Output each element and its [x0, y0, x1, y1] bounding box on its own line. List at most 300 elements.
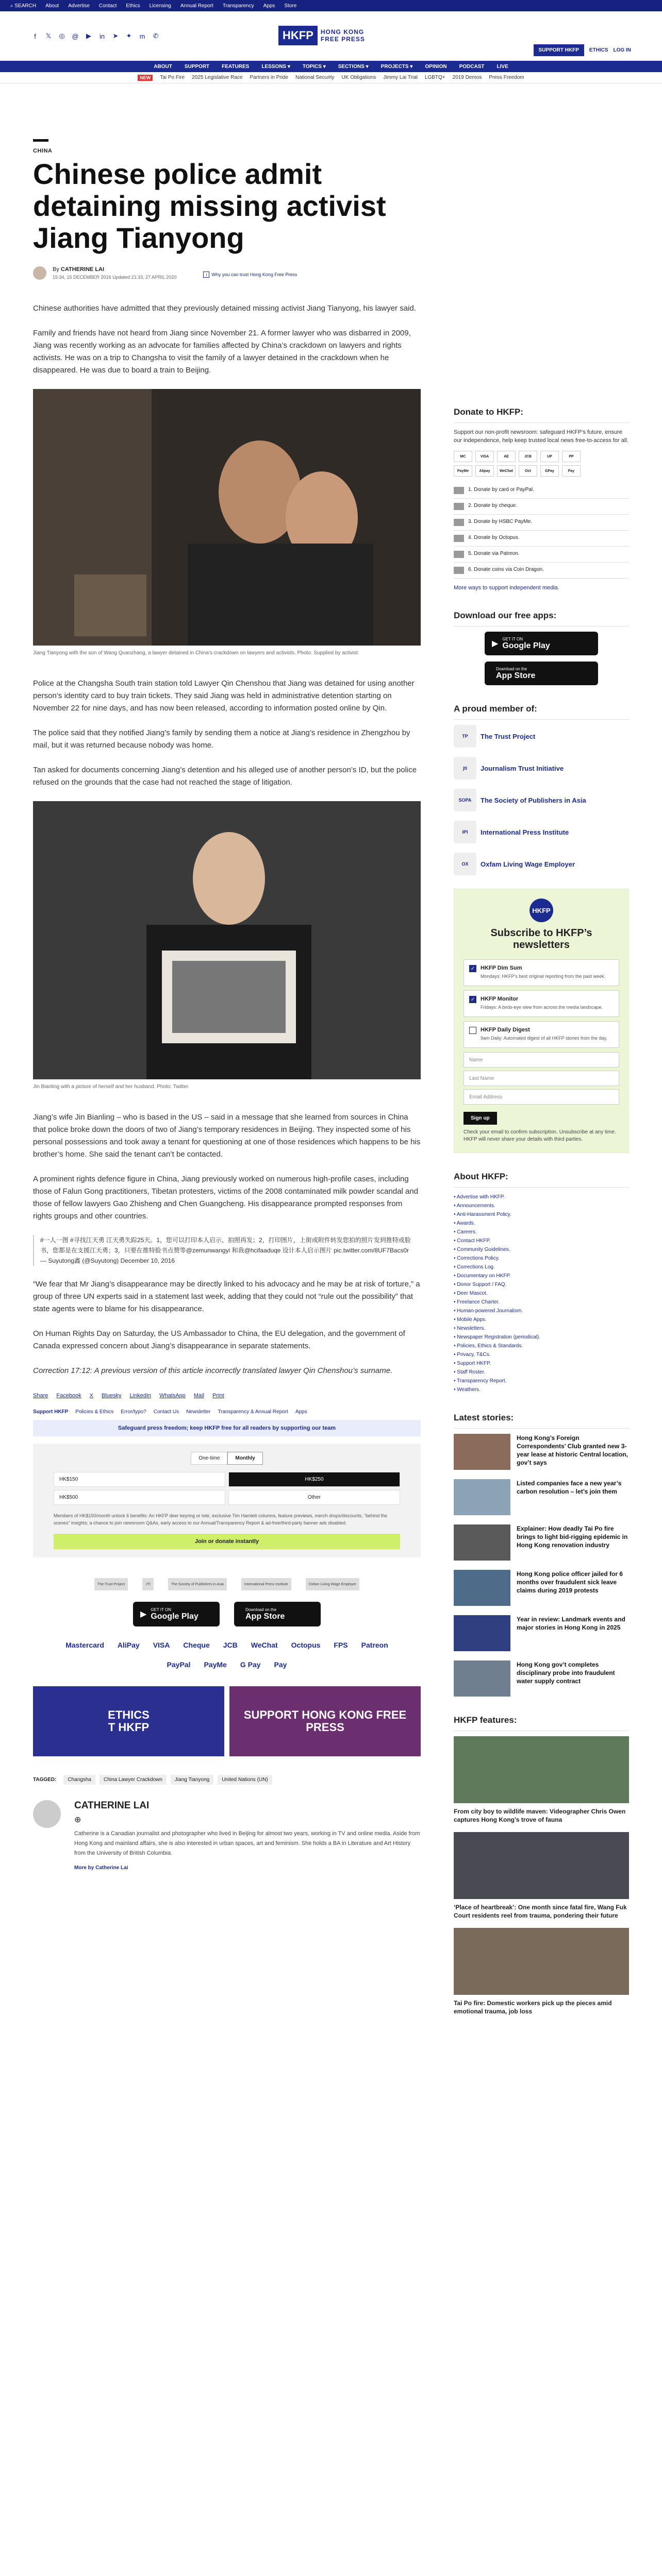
about-link[interactable]: • Transparency Report.	[454, 1378, 507, 1384]
author-box	[33, 1800, 421, 1872]
oxfam-logo[interactable]: Oxfam Living Wage Employer	[306, 1578, 359, 1590]
checkbox-unchecked[interactable]	[469, 1027, 476, 1034]
card-logo: PayMe	[454, 465, 472, 477]
paragraph: On Human Rights Day on Saturday, the US Ambassador to China, the EU delegation, and the government of Canada expressed concern about Jiang’s disappearance in separate statements.	[33, 1329, 405, 1350]
donate-option-label: 6. Donate coins via Coin Dragon.	[468, 567, 544, 572]
feature-story[interactable]	[454, 1928, 629, 2015]
pay-logo: Octopus	[291, 1641, 321, 1649]
nav-item-projects[interactable]: PROJECTS ▾	[380, 63, 413, 70]
subnav-item[interactable]: 2019 Demos	[452, 75, 482, 80]
latest-story[interactable]	[454, 1434, 629, 1470]
share-bar	[33, 1393, 421, 1399]
bluesky-icon[interactable]: ✦	[126, 32, 132, 40]
pay-logo: VISA	[153, 1641, 170, 1649]
newsletter-option-title: HKFP Monitor	[481, 996, 519, 1002]
donate-option[interactable]	[454, 515, 629, 531]
apps-widget	[454, 605, 629, 685]
badge-small-text: GET IT ON	[151, 1607, 172, 1612]
story-thumbnail	[454, 1524, 510, 1561]
member-logo[interactable]	[454, 853, 629, 875]
member-logos	[454, 725, 629, 875]
donate-option-label: 3. Donate by HSBC PayMe.	[468, 519, 532, 524]
nav-item-lessons[interactable]: LESSONS ▾	[261, 63, 290, 70]
story-title: Explainer: How deadly Tai Po fire brings to light bid-rigging epidemic in Hong Kong renovation industry	[517, 1525, 628, 1549]
about-link[interactable]: • Mobile Apps.	[454, 1317, 487, 1323]
nav-item-about[interactable]: ABOUT	[154, 63, 172, 70]
member-benefits-text: Members of HK$150/month unlock 6 benefits: An HKFP deer keyring or tote, exclusive Tim Hamlett columns, feature previews, merch drops/discounts, “behind the scenes” insights; a chance to join newsroom Q&As, early access to our Annual/Transparency Report & ad-free/third-party banner ads disabled.	[54, 1513, 388, 1526]
support-links	[33, 1409, 421, 1415]
member-logo-label: International Press Institute	[481, 828, 569, 836]
threads-icon[interactable]: @	[72, 32, 79, 40]
member-logo-mark: IPI	[454, 821, 476, 843]
newsletter-widget	[454, 889, 629, 1153]
feature-title: Tai Po fire: Domestic workers pick up the pieces amid emotional trauma, job loss	[454, 1999, 612, 2015]
nav-item-sections[interactable]: SECTIONS ▾	[338, 63, 369, 70]
share-mail[interactable]: Mail	[193, 1393, 205, 1399]
pay-logo: Pay	[274, 1660, 287, 1669]
facebook-icon[interactable]: f	[34, 32, 36, 40]
story-thumbnail	[454, 1615, 510, 1651]
share-facebook[interactable]: Facebook	[56, 1393, 81, 1399]
trust-project-logo[interactable]: The Trust Project	[94, 1578, 128, 1590]
jti-logo[interactable]: JTI	[142, 1578, 154, 1590]
support-link[interactable]: Error/typo?	[121, 1409, 146, 1415]
search-link[interactable]: ⌕ SEARCH	[10, 3, 37, 9]
nav-item-live[interactable]: LIVE	[496, 63, 508, 70]
latest-story[interactable]	[454, 1570, 629, 1606]
promo-banners	[33, 1686, 421, 1756]
subnav-item[interactable]: 2025 Legislative Race	[192, 75, 243, 80]
newsletter-logo: HKFP	[529, 899, 553, 922]
tweet-author[interactable]: — Suyutong鑫 (@Suyutong) December 10, 2016	[40, 1257, 175, 1264]
social-links	[31, 32, 160, 40]
nav-item-podcast[interactable]: PODCAST	[459, 63, 485, 70]
tagged-label: TAGGED:	[33, 1777, 57, 1783]
donate-title: Donate to HKFP:	[454, 402, 629, 423]
donation-widget	[33, 1444, 421, 1557]
donate-option-icon	[454, 503, 464, 510]
amount-option[interactable]: HK$500	[54, 1490, 225, 1505]
donate-option-icon	[454, 487, 464, 494]
photo-caption: Jiang Tianyong with the son of Wang Quanzhang, a lawyer detained in China’s crackdown on lawyers and activists. Photo: Supplied by activist.	[33, 650, 359, 656]
support-link[interactable]: Contact Us	[153, 1409, 179, 1415]
card-logo: Oct	[519, 465, 537, 477]
card-logo: PP	[562, 451, 581, 462]
topbar-link-contact[interactable]: Contact	[98, 3, 117, 9]
paragraph: A prominent rights defence figure in China, Jiang previously worked on numerous high-profile cases, including those of Falun Gong practitioners, Tibetan protesters, victims of the 2008 contaminated milk powder scandal and those of fellow lawyers Gao Zhisheng and Chen Guangcheng. His disappearance prompted responses from rights groups and other countries.	[33, 1175, 419, 1221]
story-title: Hong Kong police officer jailed for 6 months over fraudulent sick leave claims during 2019 protests	[517, 1570, 623, 1594]
card-logo: Alipay	[475, 465, 494, 477]
google-play-badge[interactable]	[485, 632, 598, 655]
amount-option[interactable]: HK$150	[54, 1472, 225, 1487]
paragraph: Tan asked for documents concerning Jiang’s detention and his alleged use of another person’s ID, but the police refused on the grounds that the case had not reached the stage of litigation.	[33, 766, 417, 787]
card-logo: UP	[540, 451, 559, 462]
author-line: By CATHERINE LAI	[53, 266, 105, 273]
newsletter-option-desc: Mondays: HKFP’s best original reporting from the past week.	[481, 974, 605, 979]
badge-small-text: GET IT ON	[502, 636, 523, 641]
latest-story[interactable]	[454, 1524, 629, 1561]
tweet-text: #一人一图 #寻找江天勇 江天勇失踪25天。1，您可以打印本人启示，拍照再发；2，打印图片，上街或附件转发您拍的照片发到推特或脸书，您都是在支援江天勇；3，只要在推特脸书点赞等@zemunwangyi 和我@hcifaaduqe 设计本人启示图片 pic.twitter.com/8UF7Bacs0r	[40, 1236, 411, 1254]
donate-option[interactable]	[454, 547, 629, 563]
member-logo[interactable]	[454, 725, 629, 748]
instagram-icon[interactable]: ◎	[59, 32, 65, 40]
amount-options	[54, 1472, 400, 1505]
sidebar	[454, 402, 629, 2029]
card-logos	[454, 451, 629, 477]
newsletter-title: Subscribe to HKFP’s newsletters	[490, 927, 592, 951]
app-store-badge[interactable]	[485, 662, 598, 685]
newsletter-option-desc: 9am Daily: Automated digest of all HKFP stories from the day.	[481, 1036, 607, 1041]
topbar-link-apps[interactable]: Apps	[263, 3, 275, 9]
ipi-logo[interactable]: International Press Institute	[241, 1578, 291, 1590]
about-link[interactable]: • Corrections Policy.	[454, 1256, 500, 1261]
member-logo-mark: TP	[454, 725, 476, 748]
more-ways-link[interactable]: More ways to support independent media.	[454, 585, 559, 591]
pay-logo: Mastercard	[65, 1641, 104, 1649]
embedded-tweet[interactable]	[33, 1235, 421, 1266]
member-logo-label: The Society of Publishers in Asia	[481, 796, 586, 804]
feature-title: From city boy to wildlife maven: Videographer Chris Owen captures Hong Kong’s trove of fauna	[454, 1808, 626, 1823]
paragraph: The police said that they notified Jiang’s family by sending them a notice at Jiang’s residence in Zhengzhou by mail, but it was returned because nobody was home.	[33, 728, 410, 750]
checkbox-checked[interactable]: ✓	[469, 965, 476, 972]
sub-nav	[0, 72, 662, 83]
newsletter-option[interactable]	[464, 990, 619, 1017]
about-link[interactable]: • Corrections Log.	[454, 1264, 495, 1270]
about-link[interactable]: • Staff Roster.	[454, 1369, 486, 1375]
donate-option-label: 4. Donate by Octopus.	[468, 535, 520, 540]
support-link[interactable]: Transparency & Annual Report	[218, 1409, 288, 1415]
about-widget	[454, 1166, 629, 1394]
logo-mark: HKFP	[278, 26, 318, 45]
topbar-link-advertise[interactable]: Advertise	[68, 3, 90, 9]
member-logo[interactable]	[454, 789, 629, 811]
login-link[interactable]: LOG IN	[613, 47, 631, 53]
about-link[interactable]: • Weathers.	[454, 1387, 481, 1393]
newsletter-option-title: HKFP Dim Sum	[481, 965, 522, 971]
features-widget	[454, 1710, 629, 2015]
subnav-item[interactable]: Press Freedom	[489, 75, 524, 80]
feature-image	[454, 1736, 629, 1803]
badge-big-text: App Store	[245, 1612, 285, 1621]
last-name-input[interactable]: Last Name	[464, 1071, 619, 1086]
pay-logo: G Pay	[240, 1660, 261, 1669]
app-store-badges	[33, 1602, 421, 1626]
article-category[interactable]: CHINA	[33, 148, 53, 154]
about-link[interactable]: • Advertise with HKFP.	[454, 1194, 505, 1200]
subnav-item[interactable]: Partners in Pride	[250, 75, 288, 80]
topbar-link-ethics[interactable]: Ethics	[126, 3, 140, 9]
about-link[interactable]: • Support HKFP.	[454, 1361, 491, 1366]
author-link[interactable]: CATHERINE LAI	[60, 266, 105, 273]
proud-member-widget	[454, 699, 629, 875]
donate-options	[454, 483, 629, 579]
member-logo-label: Oxfam Living Wage Employer	[481, 860, 575, 868]
proud-title: A proud member of:	[454, 699, 629, 720]
header-actions	[534, 44, 631, 56]
support-link[interactable]: Newsletter	[186, 1409, 211, 1415]
telegram-icon[interactable]: ➤	[112, 32, 119, 40]
nav-item-support[interactable]: SUPPORT	[184, 63, 210, 70]
about-link[interactable]: • Awards.	[454, 1221, 475, 1226]
latest-list	[454, 1434, 629, 1697]
share-print[interactable]: Print	[212, 1393, 224, 1399]
badge-small-text: Download on the	[496, 666, 527, 671]
badge-big-text: Google Play	[151, 1612, 198, 1621]
donate-option-icon	[454, 519, 464, 526]
about-link[interactable]: • Anti-Harassment Policy.	[454, 1212, 511, 1217]
newsletter-fineprint: Check your email to confirm subscription. Unsubscribe at any time. HKFP will never share your details with third parties.	[464, 1129, 616, 1142]
amount-option-selected[interactable]: HK$250	[228, 1472, 400, 1487]
story-title: Listed companies face a new year’s carbon resolution – let’s join them	[517, 1480, 622, 1495]
about-link[interactable]: • Documentary on HKFP.	[454, 1273, 511, 1279]
about-link[interactable]: • Newsletters.	[454, 1326, 486, 1331]
donate-option[interactable]	[454, 563, 629, 579]
share-x[interactable]: X	[89, 1393, 94, 1399]
footer-member-logos	[33, 1578, 421, 1590]
about-title: About HKFP:	[454, 1166, 629, 1188]
pay-logo: PayPal	[167, 1660, 191, 1669]
ethics-link[interactable]: ETHICS	[589, 47, 608, 53]
story-title: Hong Kong’s Foreign Correspondents’ Club granted new 3-year lease at historic Central location, gov’t says	[517, 1434, 628, 1466]
nav-item-topics[interactable]: TOPICS ▾	[302, 63, 326, 70]
main-nav	[0, 61, 662, 72]
about-link[interactable]: • Contact HKFP.	[454, 1238, 491, 1244]
author-social-icon[interactable]: ⊕	[74, 1816, 81, 1824]
pay-logo: JCB	[223, 1641, 238, 1649]
share-linkedin[interactable]: LinkedIn	[129, 1393, 152, 1399]
tag[interactable]: Jiang Tianyong	[171, 1775, 213, 1785]
paragraph: “We fear that Mr Jiang’s disappearance may be directly linked to his advocacy and he may be at risk of torture,” a group of three UN experts said in a statement last week, adding that they could not “rule out the possibility” that state agents were to blame for his disappearance.	[33, 1280, 420, 1313]
donate-option-icon	[454, 567, 464, 574]
search-label: SEARCH	[14, 3, 37, 9]
donate-text: Support our non-profit newsroom: safeguard HKFP’s future, ensure our independence, help keep trusted local news free-to-access for all.	[454, 429, 628, 444]
badge-small-text: Download on the	[245, 1607, 277, 1612]
author-photo	[33, 1800, 61, 1828]
tag[interactable]: China Lawyer Crackdown	[100, 1775, 167, 1785]
donate-option[interactable]	[454, 531, 629, 547]
card-logo: WeChat	[497, 465, 516, 477]
join-donate-button[interactable]: Join or donate instantly	[54, 1534, 400, 1549]
about-link[interactable]: • Deer Mascot.	[454, 1291, 488, 1296]
amount-option-other[interactable]: Other	[228, 1490, 400, 1505]
story-thumbnail	[454, 1570, 510, 1606]
feature-story[interactable]	[454, 1832, 629, 1920]
about-link[interactable]: • Human-powered Journalism.	[454, 1308, 523, 1314]
tag-list	[33, 1775, 421, 1785]
paragraph: Family and friends have not heard from Jiang since November 21. A former lawyer who was disbarred in 2009, Jiang was recently working as an advocate for families affected by China’s crackdown on lawyers and rights activists. He was on a trip to Changsha to visit the family of a lawyer detained in the crackdown when he disappeared. He was due to board a train to Beijing.	[33, 329, 411, 375]
member-logo-mark: jti	[454, 757, 476, 779]
topbar-link-about[interactable]: About	[45, 3, 59, 9]
feature-image	[454, 1832, 629, 1899]
card-logo: MC	[454, 451, 472, 462]
new-badge: NEW	[138, 75, 153, 81]
app-store-badge[interactable]	[234, 1602, 321, 1626]
topbar-link-annual-report[interactable]: Annual Report	[180, 3, 213, 9]
pay-logo: AliPay	[117, 1641, 140, 1649]
checkbox-checked[interactable]: ✓	[469, 996, 476, 1003]
pay-logo: FPS	[334, 1641, 348, 1649]
pay-logo: WeChat	[251, 1641, 278, 1649]
card-logo: VISA	[475, 451, 494, 462]
nav-item-features[interactable]: FEATURES	[222, 63, 250, 70]
about-link[interactable]: • Policies, Ethics & Standards.	[454, 1343, 523, 1349]
about-link[interactable]: • Freelance Charter.	[454, 1299, 500, 1305]
support-link[interactable]: Policies & Ethics	[75, 1409, 114, 1415]
ethics-promo[interactable]: ETHICS T HKFP	[33, 1686, 224, 1756]
feature-image	[454, 1928, 629, 1995]
article-photo-jin	[33, 801, 421, 1079]
subnav-item[interactable]: LGBTQ+	[424, 75, 445, 80]
tag[interactable]: Changsha	[63, 1775, 95, 1785]
newsletter-option-title: HKFP Daily Digest	[481, 1027, 530, 1033]
story-thumbnail	[454, 1479, 510, 1515]
author-bio: Catherine is a Canadian journalist and photographer who lived in Beijing for almost two years, working in TV and online media. Aside from Hong Kong and mainland affairs, she is also interested in urban spaces, art and feminism. She holds a BA in Literature and Art History from the University of British Columbia.	[74, 1831, 420, 1856]
nav-item-opinion[interactable]: OPINION	[425, 63, 447, 70]
feature-story[interactable]	[454, 1736, 629, 1824]
support-link[interactable]: Apps	[295, 1409, 307, 1415]
paragraph: Jiang’s wife Jin Bianling – who is based in the US – said in a message that she learned from sources in China that police broke down the doors of two of Jiang’s temporary residences in Beijing. They inspected some of his personal possessions and took away a tenant for questioning at one of those residences which happens to be his brother’s home. She said the tenant can’t be contacted.	[33, 1113, 421, 1159]
author-name[interactable]: CATHERINE LAI	[74, 1800, 150, 1811]
logo-name	[321, 28, 365, 43]
member-logo-label: The Trust Project	[481, 732, 536, 740]
newsletter-option[interactable]	[464, 1021, 619, 1048]
safeguard-banner[interactable]: Safeguard press freedom; keep HKFP free for all readers by supporting our team	[33, 1420, 421, 1436]
donate-widget	[454, 402, 629, 592]
donate-option[interactable]	[454, 483, 629, 499]
site-logo[interactable]	[278, 26, 365, 45]
latest-title: Latest stories:	[454, 1408, 629, 1429]
apps-title: Download our free apps:	[454, 605, 629, 626]
about-link[interactable]: • Donor Support / FAQ.	[454, 1282, 507, 1287]
donation-tabs	[54, 1452, 400, 1465]
author-avatar	[33, 266, 46, 280]
subnav-item[interactable]: Jimmy Lai Trial	[383, 75, 418, 80]
article-title: Chinese police admit detaining missing activist Jiang Tianyong	[33, 158, 386, 254]
story-title: Hong Kong gov’t completes disciplinary probe into fraudulent water supply contract	[517, 1661, 615, 1685]
about-links	[454, 1193, 629, 1394]
member-logo-mark: OX	[454, 853, 476, 875]
member-logo-mark: SOPA	[454, 789, 476, 811]
badge-big-text: Google Play	[502, 641, 550, 650]
card-logo: Pay	[562, 465, 581, 477]
topbar-link-licensing[interactable]: Licensing	[149, 3, 171, 9]
article	[33, 139, 421, 1872]
share-whatsapp[interactable]: WhatsApp	[159, 1393, 186, 1399]
support-promo[interactable]: SUPPORT HONG KONG FREE PRESS	[229, 1686, 421, 1756]
topbar-link-transparency[interactable]: Transparency	[222, 3, 254, 9]
latest-story[interactable]	[454, 1660, 629, 1697]
correction-note: Correction 17:12: A previous version of this article incorrectly translated lawyer Qin Chenshou’s surname.	[33, 1366, 393, 1375]
whatsapp-icon[interactable]: ✆	[153, 32, 159, 40]
top-bar	[0, 0, 662, 11]
newsletter-option-desc: Fridays: A birds-eye view from across the media landscape.	[481, 1005, 603, 1010]
latest-story[interactable]	[454, 1615, 629, 1651]
byline	[33, 266, 421, 280]
member-logo[interactable]	[454, 757, 629, 779]
linkedin-icon[interactable]: in	[99, 32, 105, 40]
name-input[interactable]: Name	[464, 1052, 619, 1067]
paragraph: Chinese authorities have admitted that they previously detained missing activist Jiang Tianyong, his lawyer said.	[33, 304, 416, 313]
logo-name-line-2: FREE PRESS	[320, 36, 365, 43]
latest-story[interactable]	[454, 1479, 629, 1515]
donate-option-label: 2. Donate by cheque.	[468, 503, 518, 509]
trust-link-label: Why you can trust Hong Kong Free Press	[211, 272, 297, 277]
about-link[interactable]: • Community Guidelines.	[454, 1247, 510, 1252]
story-thumbnail	[454, 1660, 510, 1697]
info-icon: i	[203, 272, 209, 278]
google-play-icon: ▶	[140, 1610, 147, 1619]
story-thumbnail	[454, 1434, 510, 1470]
card-logo: JCB	[519, 451, 537, 462]
article-dates: 15:34, 15 DECEMBER 2016 Updated 21:33, 27 APRIL 2020	[53, 275, 177, 280]
about-link[interactable]: • Careers.	[454, 1229, 477, 1235]
topbar-link-store[interactable]: Store	[284, 3, 297, 9]
member-logo[interactable]	[454, 821, 629, 843]
subnav-item[interactable]: UK Obligations	[341, 75, 376, 80]
mastodon-icon[interactable]: m	[139, 32, 145, 40]
donate-option-label: 5. Donate via Patreon.	[468, 551, 520, 556]
newsletter-option[interactable]	[464, 959, 619, 986]
donate-option-icon	[454, 551, 464, 558]
tag[interactable]: United Nations (UN)	[218, 1775, 272, 1785]
signup-button[interactable]: Sign up	[464, 1112, 497, 1125]
feature-title: ‘Place of heartbreak’: One month since fatal fire, Wang Fuk Court residents reel from trauma, pondering their future	[454, 1904, 627, 1919]
logo-name-line-1: HONG KONG	[320, 28, 365, 36]
trust-link[interactable]	[203, 272, 297, 278]
tab-one-time[interactable]: One-time	[191, 1452, 227, 1465]
support-hkfp-button[interactable]: SUPPORT HKFP	[534, 44, 584, 56]
tab-monthly[interactable]: Monthly	[227, 1452, 262, 1465]
subnav-item[interactable]: Tai Po Fire	[160, 75, 185, 80]
donate-option[interactable]	[454, 499, 629, 515]
story-title: Year in review: Landmark events and major stories in Hong Kong in 2025	[517, 1616, 625, 1631]
share-label[interactable]: Share	[33, 1393, 48, 1399]
support-link[interactable]: Support HKFP	[33, 1409, 69, 1415]
google-play-badge[interactable]	[133, 1602, 220, 1626]
email-input[interactable]: Email Address	[464, 1089, 619, 1105]
x-icon[interactable]: 𝕏	[45, 32, 52, 40]
pay-logo: Patreon	[361, 1641, 388, 1649]
share-bluesky[interactable]: Bluesky	[102, 1393, 122, 1399]
sopa-logo[interactable]: The Society of Publishers in Asia	[168, 1578, 227, 1590]
features-title: HKFP features:	[454, 1710, 629, 1731]
article-photo-jiang	[33, 389, 421, 646]
photo-caption: Jin Bianling with a picture of herself and her husband. Photo: Twitter.	[33, 1084, 190, 1090]
card-logo: AE	[497, 451, 516, 462]
subnav-item[interactable]: National Security	[295, 75, 335, 80]
about-link[interactable]: • Newspaper Registration (periodical).	[454, 1334, 541, 1340]
photo-placeholder	[33, 801, 421, 1079]
card-logo: GPay	[540, 465, 559, 477]
donate-option-icon	[454, 535, 464, 542]
author-more-link[interactable]: More by Catherine Lai	[74, 1865, 128, 1871]
member-logo-label: Journalism Trust Initiative	[481, 764, 564, 772]
latest-widget	[454, 1408, 629, 1697]
category-bar	[33, 139, 48, 142]
photo-placeholder	[33, 389, 421, 646]
paragraph: Police at the Changsha South train station told Lawyer Qin Chenshou that Jiang was detained for using another person’s identity card to buy train tickets. They said Jiang was held in administrative detention starting on November 22 for nine days, and has now been released, according to information posted online by Qin.	[33, 679, 415, 713]
pay-logo: PayMe	[204, 1660, 227, 1669]
youtube-icon[interactable]: ▶	[86, 32, 91, 40]
badge-big-text: App Store	[496, 671, 536, 680]
site-header	[0, 11, 662, 61]
google-play-icon: ▶	[492, 639, 499, 648]
about-link[interactable]: • Announcements.	[454, 1203, 495, 1209]
about-link[interactable]: • Privacy, T&Cs.	[454, 1352, 491, 1358]
donate-option-label: 1. Donate by card or PayPal.	[468, 487, 534, 493]
pay-logo: Cheque	[183, 1641, 210, 1649]
payment-logos	[64, 1639, 390, 1671]
